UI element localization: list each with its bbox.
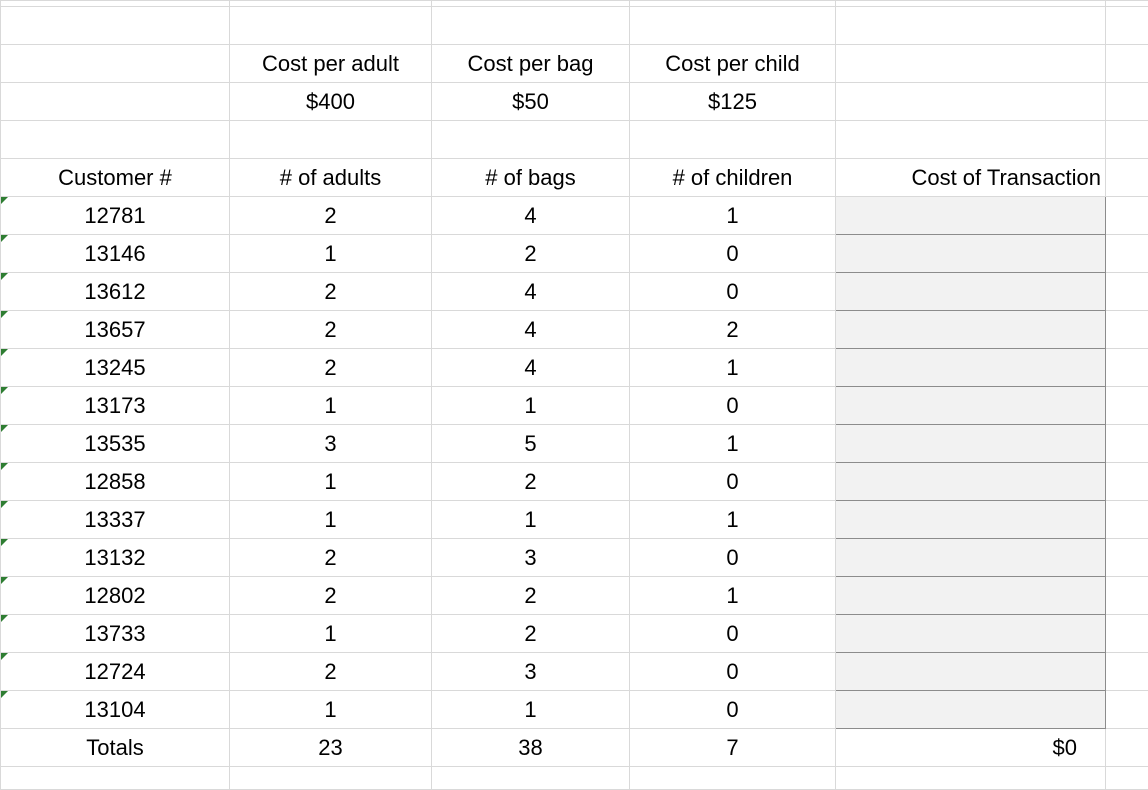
cell[interactable]	[836, 45, 1106, 83]
customer-number-cell[interactable]	[1, 273, 230, 311]
total-adults[interactable]: 23	[230, 729, 432, 767]
adults-cell[interactable]: 2	[230, 273, 432, 311]
table-row	[1, 539, 1148, 577]
customer-number-cell[interactable]	[1, 691, 230, 729]
cell[interactable]	[230, 7, 432, 45]
children-cell[interactable]: 0	[630, 539, 836, 577]
cost-per-adult-label[interactable]: Cost per adult	[230, 45, 432, 83]
cell[interactable]	[1106, 501, 1148, 539]
customer-number-text: 13535	[84, 431, 145, 456]
cell[interactable]	[1106, 387, 1148, 425]
cell[interactable]	[1, 121, 230, 159]
total-bags[interactable]: 38	[432, 729, 630, 767]
number-stored-as-text-indicator-icon[interactable]	[1, 539, 8, 546]
cell[interactable]	[230, 121, 432, 159]
cell[interactable]	[230, 767, 432, 790]
customer-number-cell[interactable]	[1, 349, 230, 387]
number-stored-as-text-indicator-icon[interactable]	[1, 501, 8, 508]
bags-header[interactable]: # of bags	[432, 159, 630, 197]
children-cell[interactable]: 0	[630, 653, 836, 691]
cell[interactable]	[1, 83, 230, 121]
customer-number-text: 12781	[84, 203, 145, 228]
children-cell[interactable]: 1	[630, 425, 836, 463]
cell[interactable]	[1, 767, 230, 790]
adults-cell[interactable]: 2	[230, 539, 432, 577]
number-stored-as-text-indicator-icon[interactable]	[1, 425, 8, 432]
table-row	[1, 577, 1148, 615]
customer-number-cell[interactable]	[1, 577, 230, 615]
cell[interactable]	[630, 767, 836, 790]
customer-number-cell[interactable]	[1, 539, 230, 577]
adults-cell[interactable]: 1	[230, 235, 432, 273]
cell[interactable]	[1106, 691, 1148, 729]
total-cost[interactable]: $0	[836, 729, 1106, 767]
adults-header[interactable]: # of adults	[230, 159, 432, 197]
cost-per-bag-label[interactable]: Cost per bag	[432, 45, 630, 83]
cell[interactable]	[836, 767, 1106, 790]
cost-of-transaction-cell[interactable]	[836, 615, 1106, 653]
cost-per-child-value[interactable]: $125	[630, 83, 836, 121]
table-row	[1, 235, 1148, 273]
cell[interactable]	[1106, 425, 1148, 463]
number-stored-as-text-indicator-icon[interactable]	[1, 273, 8, 280]
number-stored-as-text-indicator-icon[interactable]	[1, 691, 8, 698]
cell[interactable]	[630, 7, 836, 45]
cell[interactable]	[1, 45, 230, 83]
bags-cell[interactable]: 3	[432, 539, 630, 577]
cell[interactable]	[1106, 159, 1148, 197]
bags-cell[interactable]: 1	[432, 691, 630, 729]
cell[interactable]	[1106, 83, 1148, 121]
table-row	[1, 501, 1148, 539]
customer-header[interactable]: Customer #	[1, 159, 230, 197]
number-stored-as-text-indicator-icon[interactable]	[1, 615, 8, 622]
cost-of-transaction-cell[interactable]	[836, 235, 1106, 273]
customer-number-text: 12858	[84, 469, 145, 494]
customer-number-cell[interactable]	[1, 501, 230, 539]
cost-of-transaction-cell[interactable]	[836, 197, 1106, 235]
sheet-row-blank	[1, 767, 1148, 790]
cell[interactable]	[1106, 7, 1148, 45]
bags-cell[interactable]: 1	[432, 501, 630, 539]
cell[interactable]	[1106, 539, 1148, 577]
cell[interactable]	[1106, 45, 1148, 83]
adults-cell[interactable]: 3	[230, 425, 432, 463]
cell[interactable]	[1106, 653, 1148, 691]
cell[interactable]	[1106, 311, 1148, 349]
customer-number-text: 13337	[84, 507, 145, 532]
children-cell[interactable]: 1	[630, 577, 836, 615]
table-row	[1, 197, 1148, 235]
adults-cell[interactable]: 1	[230, 501, 432, 539]
bags-cell[interactable]: 4	[432, 311, 630, 349]
cost-of-transaction-cell[interactable]	[836, 501, 1106, 539]
table-row	[1, 653, 1148, 691]
cell[interactable]	[1106, 767, 1148, 790]
customer-number-text: 13132	[84, 545, 145, 570]
number-stored-as-text-indicator-icon[interactable]	[1, 197, 8, 204]
bags-cell[interactable]: 2	[432, 235, 630, 273]
table-row	[1, 311, 1148, 349]
cost-of-transaction-cell[interactable]	[836, 653, 1106, 691]
children-cell[interactable]: 0	[630, 463, 836, 501]
table-row	[1, 463, 1148, 501]
cost-per-child-label[interactable]: Cost per child	[630, 45, 836, 83]
customer-number-text: 13173	[84, 393, 145, 418]
table-row	[1, 425, 1148, 463]
number-stored-as-text-indicator-icon[interactable]	[1, 577, 8, 584]
number-stored-as-text-indicator-icon[interactable]	[1, 349, 8, 356]
cost-per-adult-value[interactable]: $400	[230, 83, 432, 121]
customer-number-text: 13612	[84, 279, 145, 304]
customer-number-text: 13245	[84, 355, 145, 380]
adults-cell[interactable]: 2	[230, 311, 432, 349]
cost-of-transaction-cell[interactable]	[836, 425, 1106, 463]
table-row	[1, 349, 1148, 387]
table-row	[1, 273, 1148, 311]
bags-cell[interactable]: 4	[432, 273, 630, 311]
customer-number-text: 13146	[84, 241, 145, 266]
total-children[interactable]: 7	[630, 729, 836, 767]
customer-number-cell[interactable]	[1, 425, 230, 463]
cost-of-transaction-cell[interactable]	[836, 691, 1106, 729]
number-stored-as-text-indicator-icon[interactable]	[1, 653, 8, 660]
cell[interactable]	[432, 767, 630, 790]
cost-of-transaction-cell[interactable]	[836, 311, 1106, 349]
cell[interactable]	[1106, 121, 1148, 159]
cell[interactable]	[432, 121, 630, 159]
totals-row	[1, 729, 1148, 767]
customer-number-text: 12802	[84, 583, 145, 608]
customer-number-text: 13733	[84, 621, 145, 646]
customer-number-text: 12724	[84, 659, 145, 684]
adults-cell[interactable]: 1	[230, 387, 432, 425]
cell[interactable]	[836, 7, 1106, 45]
data-rows	[1, 197, 1148, 729]
children-cell[interactable]: 1	[630, 349, 836, 387]
cost-of-transaction-cell[interactable]	[836, 273, 1106, 311]
sheet-row-blank	[1, 7, 1148, 45]
customer-number-cell[interactable]	[1, 615, 230, 653]
pricing-value-row	[1, 83, 1148, 121]
cell[interactable]	[1106, 349, 1148, 387]
table-row	[1, 691, 1148, 729]
bags-cell[interactable]: 3	[432, 653, 630, 691]
children-header[interactable]: # of children	[630, 159, 836, 197]
table-row	[1, 387, 1148, 425]
bags-cell[interactable]: 1	[432, 387, 630, 425]
number-stored-as-text-indicator-icon[interactable]	[1, 311, 8, 318]
table-row	[1, 615, 1148, 653]
children-cell[interactable]: 0	[630, 691, 836, 729]
cell[interactable]	[1106, 729, 1148, 767]
customer-number-cell[interactable]	[1, 311, 230, 349]
customer-number-text: 13104	[84, 697, 145, 722]
cell[interactable]	[1106, 615, 1148, 653]
bags-cell[interactable]: 4	[432, 349, 630, 387]
customer-number-cell[interactable]	[1, 653, 230, 691]
bags-cell[interactable]: 2	[432, 463, 630, 501]
adults-cell[interactable]: 1	[230, 691, 432, 729]
number-stored-as-text-indicator-icon[interactable]	[1, 463, 8, 470]
customer-number-cell[interactable]	[1, 387, 230, 425]
customer-number-cell[interactable]	[1, 463, 230, 501]
adults-cell[interactable]: 2	[230, 197, 432, 235]
cost-of-transaction-cell[interactable]	[836, 349, 1106, 387]
number-stored-as-text-indicator-icon[interactable]	[1, 235, 8, 242]
cell[interactable]	[630, 121, 836, 159]
customer-number-cell[interactable]	[1, 235, 230, 273]
cell[interactable]	[1106, 463, 1148, 501]
bags-cell[interactable]: 4	[432, 197, 630, 235]
bags-cell[interactable]: 2	[432, 615, 630, 653]
children-cell[interactable]: 0	[630, 615, 836, 653]
cost-of-transaction-cell[interactable]	[836, 387, 1106, 425]
children-cell[interactable]: 0	[630, 273, 836, 311]
cell[interactable]	[836, 83, 1106, 121]
children-cell[interactable]: 1	[630, 501, 836, 539]
header-row	[1, 159, 1148, 197]
adults-cell[interactable]: 1	[230, 615, 432, 653]
cost-of-transaction-cell[interactable]	[836, 539, 1106, 577]
cell[interactable]	[1106, 273, 1148, 311]
number-stored-as-text-indicator-icon[interactable]	[1, 387, 8, 394]
adults-cell[interactable]: 2	[230, 577, 432, 615]
cell[interactable]	[836, 121, 1106, 159]
cost-of-transaction-cell[interactable]	[836, 463, 1106, 501]
pricing-label-row	[1, 45, 1148, 83]
adults-cell[interactable]: 2	[230, 653, 432, 691]
adults-cell[interactable]: 1	[230, 463, 432, 501]
children-cell[interactable]: 2	[630, 311, 836, 349]
customer-number-cell[interactable]	[1, 197, 230, 235]
bags-cell[interactable]: 5	[432, 425, 630, 463]
cost-per-bag-value[interactable]: $50	[432, 83, 630, 121]
adults-cell[interactable]: 2	[230, 349, 432, 387]
cost-header[interactable]: Cost of Transaction	[836, 159, 1106, 197]
children-cell[interactable]: 1	[630, 197, 836, 235]
children-cell[interactable]: 0	[630, 235, 836, 273]
bags-cell[interactable]: 2	[432, 577, 630, 615]
cell[interactable]	[1106, 197, 1148, 235]
sheet-row-blank	[1, 121, 1148, 159]
cell[interactable]	[1106, 577, 1148, 615]
cell[interactable]	[1106, 235, 1148, 273]
children-cell[interactable]: 0	[630, 387, 836, 425]
cell[interactable]	[432, 7, 630, 45]
cell[interactable]	[1, 7, 230, 45]
cost-of-transaction-cell[interactable]	[836, 577, 1106, 615]
totals-label[interactable]: Totals	[1, 729, 230, 767]
customer-number-text: 13657	[84, 317, 145, 342]
